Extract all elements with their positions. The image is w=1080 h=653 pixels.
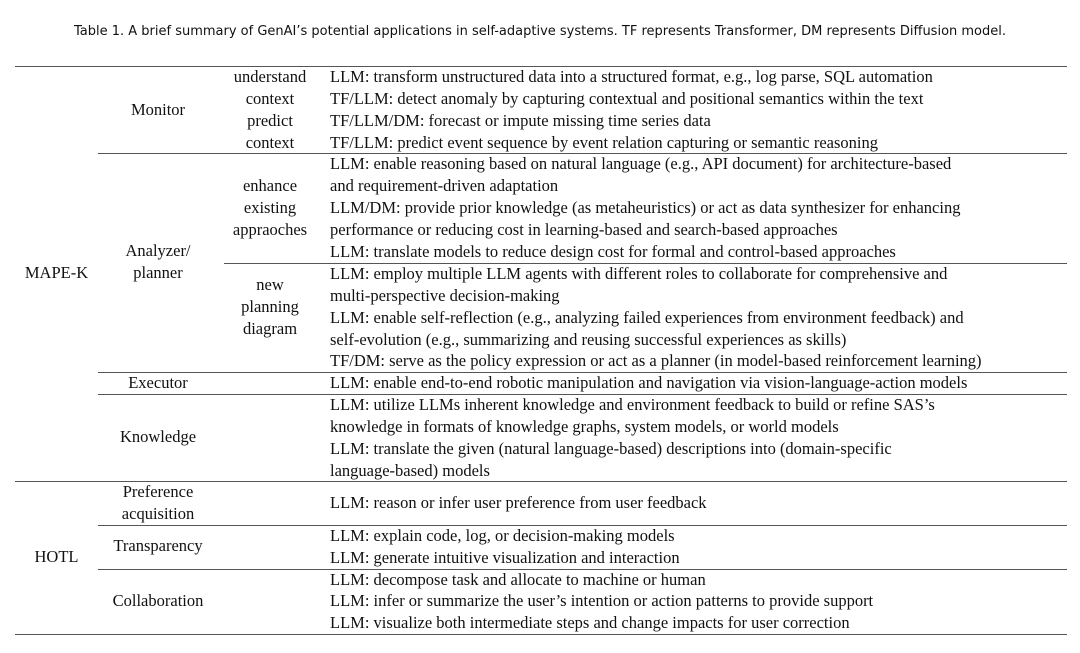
category-preference-line2: acquisition	[121, 504, 195, 523]
entry-line: LLM: enable self-reflection (e.g., analyzing failed experiences from environment feedback) and	[330, 308, 964, 327]
entry-line: LLM: infer or summarize the user’s intention or action patterns to provide support	[330, 591, 874, 610]
entry-line: LLM: visualize both intermediate steps and change impacts for user correction	[330, 613, 850, 632]
entry-line: LLM: transform unstructured data into a structured format, e.g., log parse, SQL automation	[330, 67, 933, 86]
subcategory-new-line3: diagram	[242, 319, 298, 338]
subcategory-predict-line2: context	[245, 133, 295, 152]
entry-line: LLM: decompose task and allocate to machine or human	[330, 570, 706, 589]
entry-line: LLM: reason or infer user preference from user feedback	[330, 493, 707, 512]
category-analyzer-line2: planner	[133, 263, 183, 282]
subcategory-predict-line1: predict	[247, 111, 293, 130]
entry-line: TF/LLM: predict event sequence by event relation capturing or semantic reasoning	[330, 133, 878, 152]
subcategory-new-line1: new	[256, 275, 284, 294]
entry-line: and requirement-driven adaptation	[330, 176, 559, 195]
category-knowledge: Knowledge	[119, 427, 197, 446]
category-executor: Executor	[128, 373, 188, 392]
entry-line: LLM: enable end-to-end robotic manipulation and navigation via vision-language-action models	[330, 373, 968, 392]
category-analyzer-line1: Analyzer/	[125, 241, 191, 260]
entry-line: knowledge in formats of knowledge graphs, system models, or world models	[330, 417, 839, 436]
entry-line: language-based) models	[330, 461, 490, 480]
group-mapek: MAPE-K	[24, 263, 89, 282]
subcategory-new-planning	[222, 274, 318, 340]
subcategory-enhance-line2: existing	[243, 198, 297, 217]
subcategory-understand-line1: understand	[233, 67, 307, 86]
subcategory-understand-context	[222, 66, 318, 110]
category-monitor: Monitor	[130, 100, 186, 119]
category-collaboration: Collaboration	[112, 591, 204, 610]
entry-line: LLM/DM: provide prior knowledge (as metaheuristics) or act as data synthesizer for enhancing	[330, 198, 961, 217]
category-analyzer	[98, 240, 218, 284]
entry-line: LLM: employ multiple LLM agents with different roles to collaborate for comprehensive and	[330, 264, 948, 283]
group-hotl: HOTL	[34, 547, 79, 566]
subcategory-enhance-line3: appraoches	[232, 220, 308, 239]
entry-line: multi-perspective decision-making	[330, 286, 560, 305]
subcategory-enhance-existing	[222, 175, 318, 241]
subcategory-enhance-line1: enhance	[242, 176, 298, 195]
entry-line: performance or reducing cost in learning-based and search-based approaches	[330, 220, 838, 239]
subcategory-new-line2: planning	[241, 297, 299, 316]
subcategory-understand-line2: context	[245, 89, 295, 108]
entry-line: TF/LLM: detect anomaly by capturing contextual and positional semantics within the text	[330, 89, 924, 108]
category-preference-line1: Preference	[122, 482, 194, 501]
subcategory-predict-context	[222, 110, 318, 154]
entry-line: TF/DM: serve as the policy expression or act as a planner (in model-based reinforcement learning)	[330, 351, 982, 370]
category-preference	[98, 481, 218, 525]
entry-line: LLM: enable reasoning based on natural language (e.g., API document) for architecture-based	[330, 154, 952, 173]
category-transparency: Transparency	[113, 536, 203, 555]
entry-line: LLM: generate intuitive visualization and interaction	[330, 548, 680, 567]
entry-line: self-evolution (e.g., summarizing and reusing successful experiences as skills)	[330, 330, 847, 349]
entry-line: LLM: utilize LLMs inherent knowledge and environment feedback to build or refine SAS’s	[330, 395, 935, 414]
table-bottom-rule	[15, 634, 1067, 635]
entry-line: LLM: explain code, log, or decision-making models	[330, 526, 675, 545]
entry-line: LLM: translate models to reduce design cost for formal and control-based approaches	[330, 242, 896, 261]
entry-line: LLM: translate the given (natural language-based) descriptions into (domain-specific	[330, 439, 892, 458]
entry-line: TF/LLM/DM: forecast or impute missing time series data	[330, 111, 711, 130]
table-caption: Table 1. A brief summary of GenAI’s potential applications in self-adaptive systems. TF represents Transformer, DM represents Diffusion model.	[73, 24, 1007, 39]
